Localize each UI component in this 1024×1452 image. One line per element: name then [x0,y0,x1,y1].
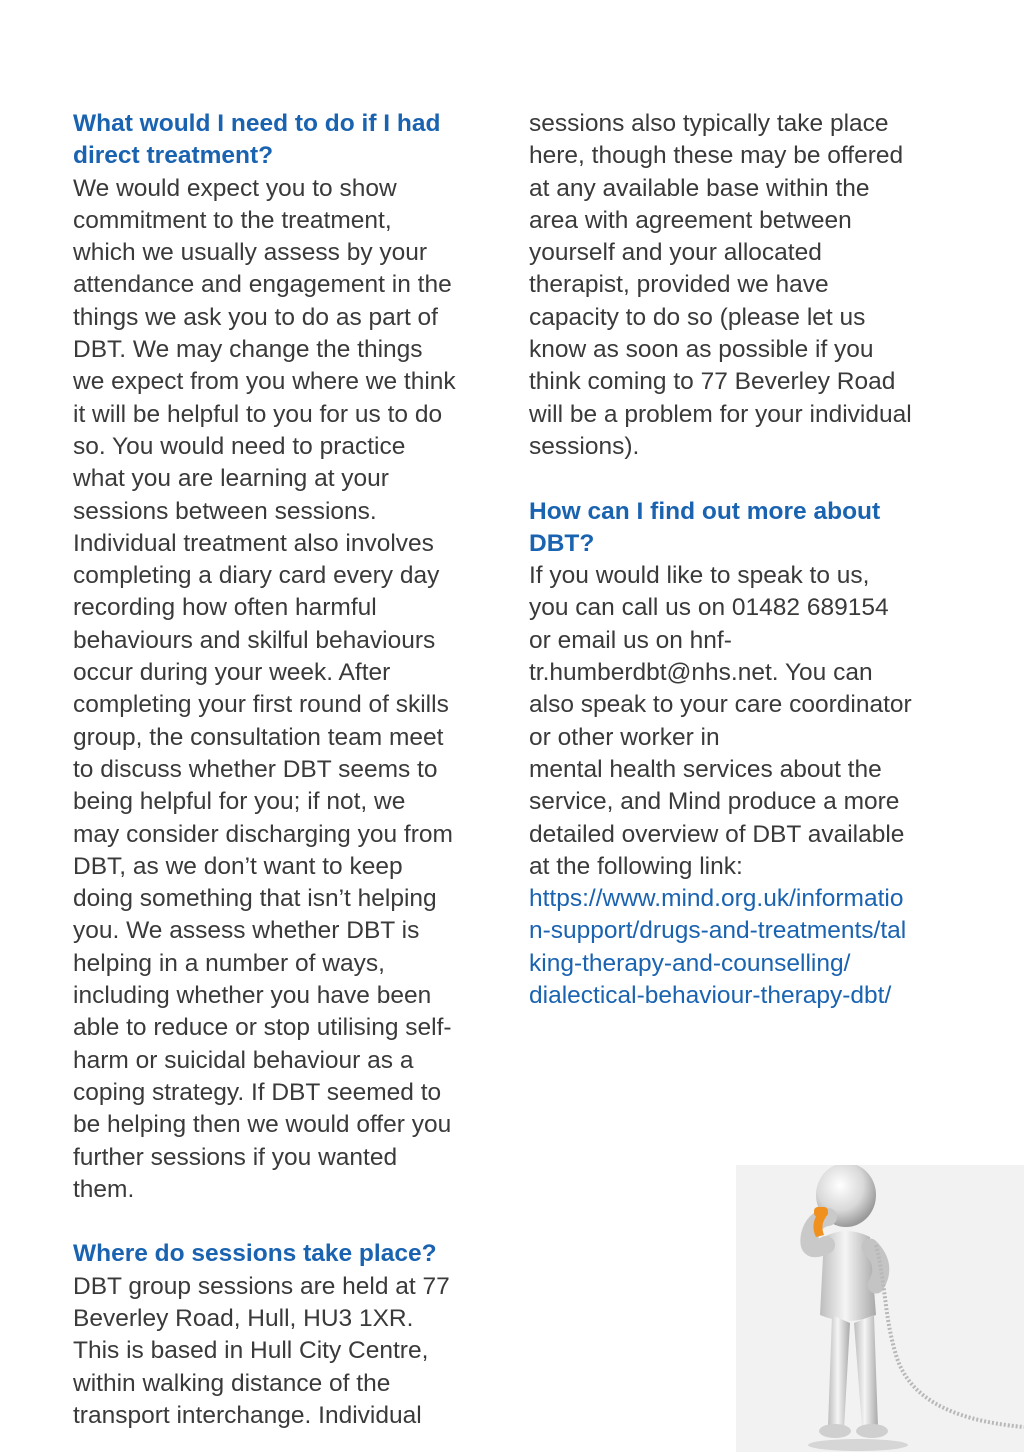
body-text-line: DBT group sessions are held at 77 [73,1272,450,1300]
section-body [73,173,513,1207]
body-text-line: Beverley Road, Hull, HU3 1XR. [73,1304,414,1332]
body-text-line: also speak to your care coordinator [529,691,912,719]
body-text-line: therapist, provided we have [529,271,829,299]
body-text-line: capacity to do so (please let us [529,303,866,331]
body-text-line: completing a diary card every day [73,562,440,590]
body-text-line: able to reduce or stop utilising self- [73,1014,452,1042]
person-on-phone-icon [736,1165,1024,1452]
body-text-line: including whether you have been [73,982,432,1010]
body-text-line: attendance and engagement in the [73,271,452,299]
mind-dbt-link[interactable] [529,883,959,1012]
body-text-line: completing your first round of skills [73,691,449,719]
body-text-line: which we usually assess by your [73,239,428,267]
body-text-line: you can call us on 01482 689154 [529,594,889,622]
paragraph-gap [73,1206,513,1238]
body-text-line: so. You would need to practice [73,432,406,460]
body-text-line: things we ask you to do as part of [73,303,438,331]
link-text-line[interactable]: dialectical-behaviour-therapy-dbt/ [529,982,892,1010]
body-text-line: will be a problem for your individual [529,400,912,428]
body-text-line: at any available base within the [529,174,870,202]
body-text-line: coping strategy. If DBT seemed to [73,1078,442,1106]
body-text-line: know as soon as possible if you [529,336,874,364]
body-text-line: to discuss whether DBT seems to [73,755,438,783]
section-body-continued [529,108,959,463]
right-column [529,108,959,1012]
section-find-out-more [529,496,959,1013]
section-body [529,560,959,883]
body-text-line: transport interchange. Individual [73,1401,422,1429]
section-heading: How can I find out more about [529,497,881,525]
body-text-line: them. [73,1175,135,1203]
body-text-line: occur during your week. After [73,659,391,687]
body-text-line: we expect from you where we think [73,368,456,396]
body-text-line: or email us on hnf- [529,626,732,654]
body-text-line: group, the consultation team meet [73,723,444,751]
body-text-line: or other worker in [529,723,720,751]
body-text-line: here, though these may be offered [529,142,904,170]
body-text-line: sessions between sessions. [73,497,377,525]
body-text-line: further sessions if you wanted [73,1143,398,1171]
body-text-line: If you would like to speak to us, [529,562,870,590]
link-text-line[interactable]: king-therapy-and-counselling/ [529,949,851,977]
body-text-line: This is based in Hull City Centre, [73,1337,429,1365]
body-text-line: yourself and your allocated [529,239,822,267]
body-text-line: tr.humberdbt@nhs.net. You can [529,659,873,687]
body-text-line: detailed overview of DBT available [529,820,905,848]
body-text-line: at the following link: [529,852,743,880]
section-heading: Where do sessions take place? [73,1240,437,1268]
link-text-line[interactable]: n-support/drugs-and-treatments/tal [529,917,907,945]
section-heading: What would I need to do if I had [73,110,441,137]
paragraph-gap [529,463,959,495]
body-text-line: think coming to 77 Beverley Road [529,368,896,396]
body-text-line: service, and Mind produce a more [529,788,900,816]
body-text-line: what you are learning at your [73,465,389,493]
body-text-line: Individual treatment also involves [73,529,434,557]
body-text-line: be helping then we would offer you [73,1111,452,1139]
body-text-line: mental health services about the [529,755,882,783]
body-text-line: within walking distance of the [73,1369,391,1397]
left-column [73,108,513,1432]
section-body [73,1271,513,1432]
section-direct-treatment [73,108,513,1206]
link-text-line[interactable]: https://www.mind.org.uk/informatio [529,885,904,913]
body-text-line: doing something that isn’t helping [73,885,437,913]
body-text-line: you. We assess whether DBT is [73,917,420,945]
body-text-line: DBT, as we don’t want to keep [73,852,403,880]
body-text-line: commitment to the treatment, [73,206,392,234]
body-text-line: behaviours and skilful behaviours [73,626,436,654]
body-text-line: harm or suicidal behaviour as a [73,1046,414,1074]
body-text-line: may consider discharging you from [73,820,453,848]
body-text-line: We would expect you to show [73,174,397,202]
body-text-line: recording how often harmful [73,594,377,622]
body-text-line: area with agreement between [529,206,852,234]
section-heading: DBT? [529,529,595,557]
body-text-line: sessions also typically take place [529,110,889,137]
body-text-line: helping in a number of ways, [73,949,385,977]
body-text-line: sessions). [529,432,640,460]
section-heading: direct treatment? [73,142,274,170]
body-text-line: DBT. We may change the things [73,336,423,364]
section-where-sessions [73,1238,513,1432]
body-text-line: it will be helpful to you for us to do [73,400,443,428]
body-text-line: being helpful for you; if not, we [73,788,406,816]
